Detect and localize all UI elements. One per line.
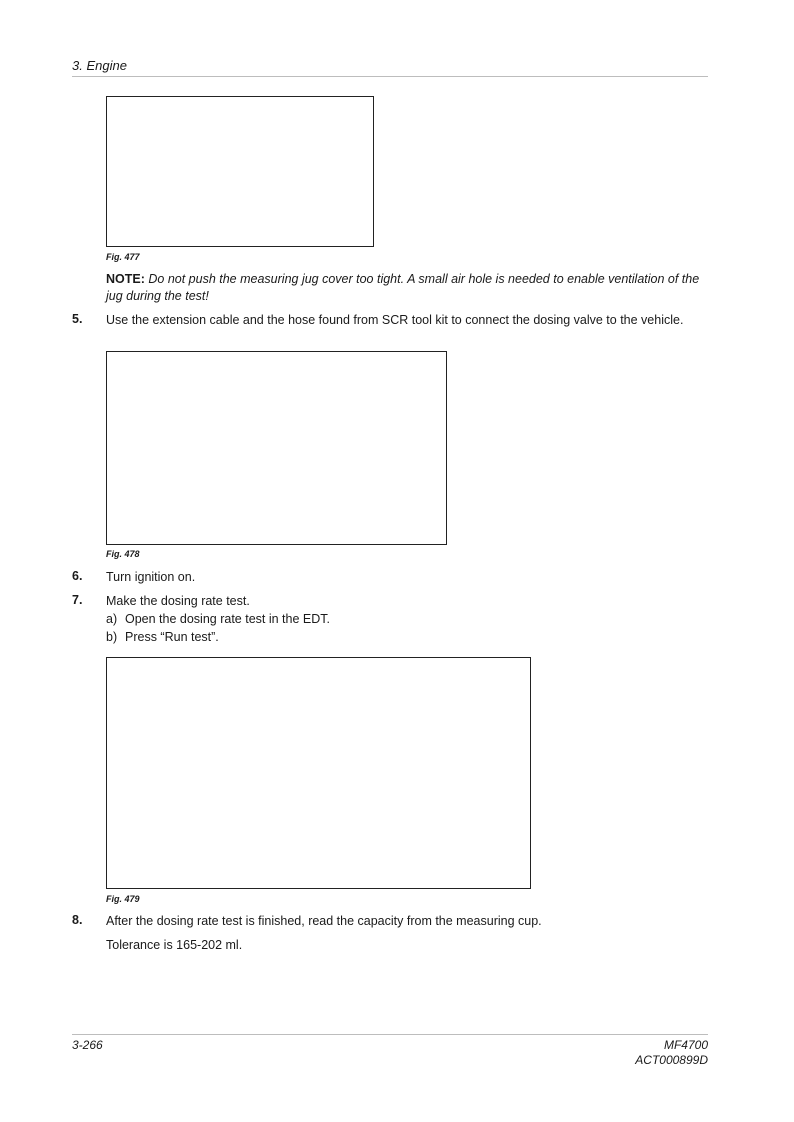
step-7b-text: Press “Run test”. — [125, 630, 219, 644]
figure-478-caption: Fig. 478 — [106, 549, 140, 559]
footer-divider — [72, 1034, 708, 1035]
figure-477-caption: Fig. 477 — [106, 252, 140, 262]
step-7b — [106, 629, 219, 646]
figure-478-image — [106, 351, 447, 545]
page-number: 3-266 — [72, 1038, 103, 1052]
header-divider — [72, 76, 708, 77]
step-6-number: 6. — [72, 569, 83, 583]
step-7-number: 7. — [72, 593, 83, 607]
step-5-text: Use the extension cable and the hose found from SCR tool kit to connect the dosing valve to the vehicle. — [106, 313, 684, 327]
step-5-number: 5. — [72, 312, 83, 326]
section-title: 3. Engine — [72, 58, 127, 73]
step-7a — [106, 611, 330, 628]
step-7-text: Make the dosing rate test. — [106, 594, 250, 608]
step-7a-letter: a) — [106, 612, 118, 626]
figure-477-image — [106, 96, 374, 247]
figure-479-image — [106, 657, 531, 889]
step-8-number: 8. — [72, 913, 83, 927]
footer-doc-info — [635, 1038, 708, 1068]
note-block — [106, 271, 716, 305]
step-7b-letter: b) — [106, 630, 118, 644]
step-8-text: After the dosing rate test is finished, read the capacity from the measuring cup. — [106, 914, 542, 928]
model-code: MF4700 — [663, 1038, 708, 1052]
note-text: Do not push the measuring jug cover too tight. A small air hole is needed to enable ventilation of the jug during the test! — [106, 272, 700, 303]
tolerance-text: Tolerance is 165-202 ml. — [106, 938, 243, 952]
step-6-text: Turn ignition on. — [106, 570, 196, 584]
document-code: ACT000899D — [635, 1053, 708, 1067]
figure-479-caption: Fig. 479 — [106, 894, 140, 904]
step-7a-text: Open the dosing rate test in the EDT. — [125, 612, 330, 626]
note-label: NOTE: — [106, 272, 145, 286]
